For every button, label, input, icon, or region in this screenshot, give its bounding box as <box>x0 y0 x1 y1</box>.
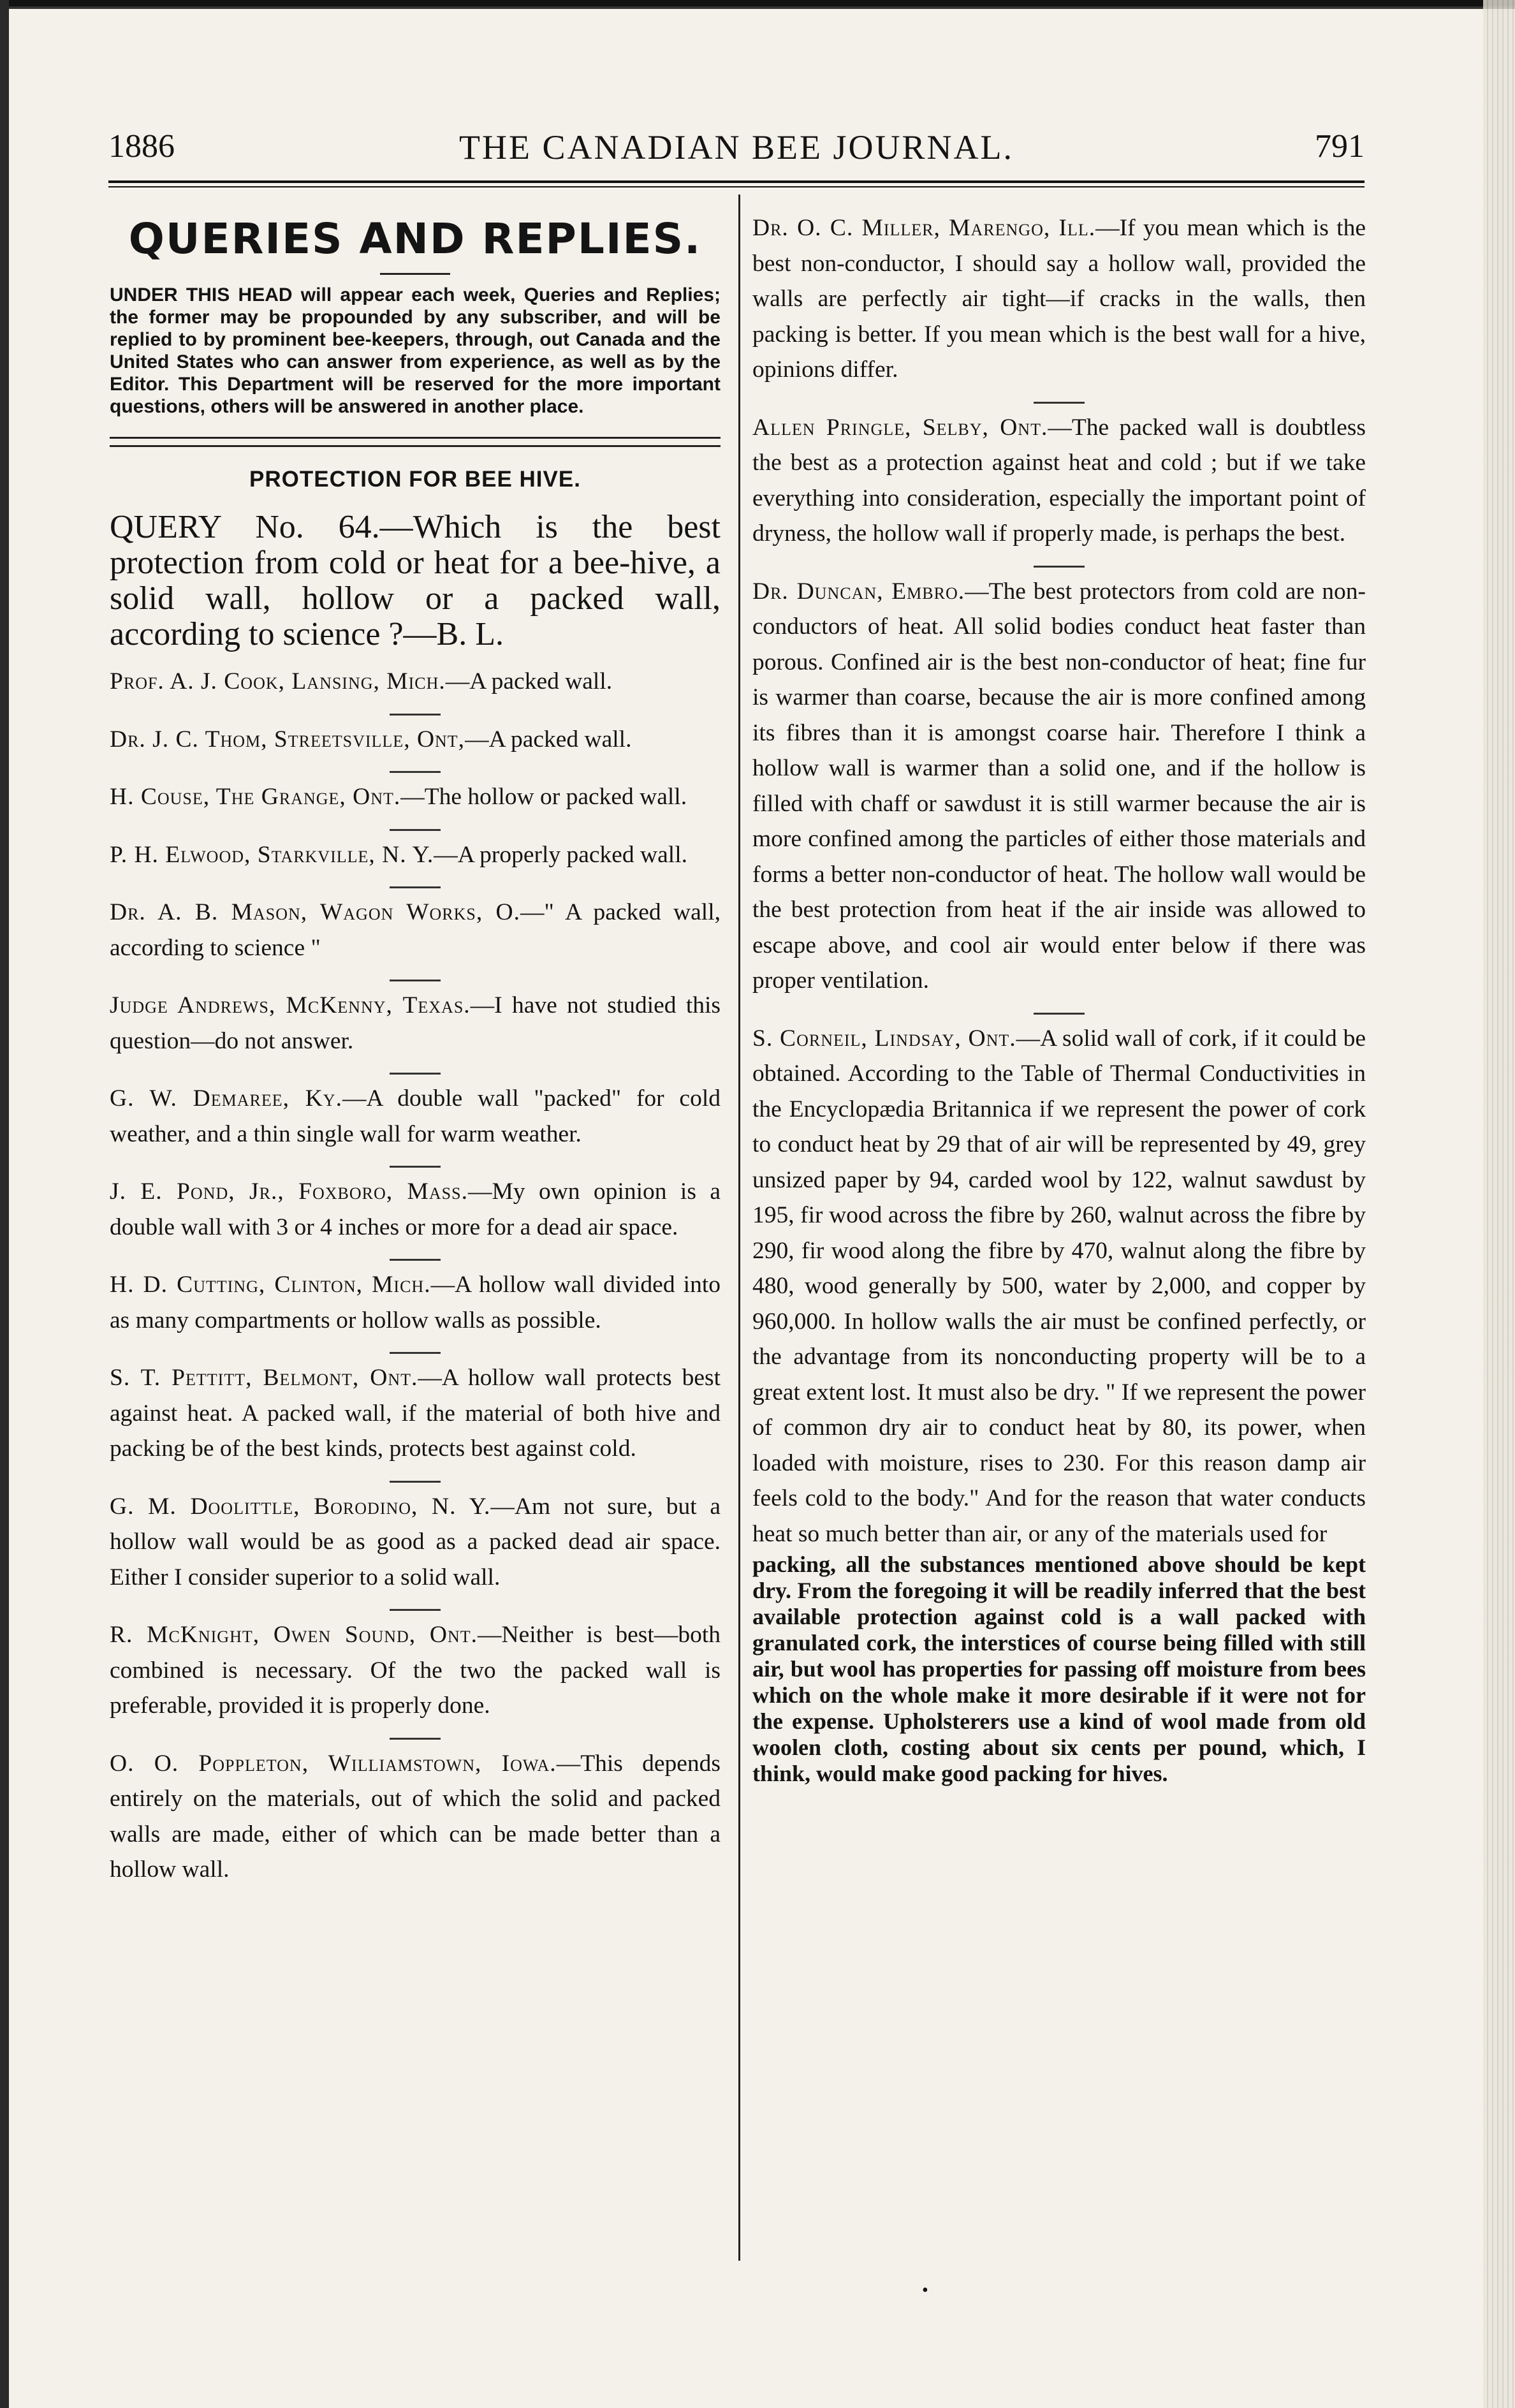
reply-text: —A double wall "packed" for cold weather, and a thin single wall for warm weather. <box>110 1085 721 1147</box>
reply-separator <box>390 1738 441 1740</box>
reply-entry <box>110 988 721 1059</box>
reply-author: H. Couse, The Grange, Ont. <box>110 784 401 810</box>
reply-entry <box>110 1360 721 1467</box>
reply-author: Dr. A. B. Mason, Wagon Works, O. <box>110 899 521 925</box>
reply-entry <box>110 1746 721 1888</box>
heading-rule <box>380 273 450 275</box>
right-column <box>752 210 1366 1801</box>
reply-author: Dr. Duncan, Embro. <box>752 578 965 605</box>
reply-author: S. T. Pettitt, Belmont, Ont. <box>110 1365 418 1391</box>
column-divider <box>738 195 740 2261</box>
reply-text: —A hollow wall protects best against heat. A packed wall, if the material of both hive and packing be of the best kinds, protects best against cold. <box>110 1365 721 1462</box>
reply-separator <box>1034 402 1085 404</box>
reply-separator <box>390 1259 441 1261</box>
reply-separator <box>390 1166 441 1168</box>
reply-author: S. Corneil, Lindsay, Ont. <box>752 1025 1016 1052</box>
reply-separator <box>1034 566 1085 568</box>
reply-separator <box>390 886 441 888</box>
reply-separator <box>390 829 441 831</box>
reply-entry <box>110 1617 721 1724</box>
reply-text: —A solid wall of cork, if it could be obtained. According to the Table of Thermal Conductivities in the Encyclopædia Britannica if we represent the power of cork to conduct heat by 29 that of air will be represented by 49, grey unsized paper by 94, carded wool by 122, walnut sawdust by 195, fir wood across the fibre by 260, walnut across the fibre by 290, fir wood along the fibre by 470, walnut along the fibre by 480, wood generally by 500, water by 2,000, and copper by 960,000. In hollow walls the air must be confined perfectly, or the advantage from its nonconducting property will be to a great extent lost. It must also be dry. " If we represent the power of common dry air to conduct heat by 80, its power, when loaded with moisture, rises to 230. For this reason damp air feels cold to the body." And for the reason that water conducts heat so much better than air, or any of the materials used for <box>752 1025 1366 1547</box>
reply-text: —The hollow or packed wall. <box>400 784 687 810</box>
reply-author: G. M. Doolittle, Borodino, N. Y. <box>110 1493 491 1520</box>
reply-entry <box>110 1267 721 1338</box>
reply-author: O. O. Poppleton, Williamstown, Iowa. <box>110 1750 557 1777</box>
reply-author: Dr. O. C. Miller, Marengo, Ill. <box>752 215 1096 241</box>
header-rule-thin <box>108 186 1365 187</box>
left-page-edge <box>0 0 9 2408</box>
reply-text: —The packed wall is doubtless the best as a protection against heat and cold ; but if we take everything into consideration, especially the important point of dryness, the hollow wall if properly made, is perhaps the best. <box>752 414 1366 547</box>
query-text: QUERY No. 64.—Which is the best protection from cold or heat for a bee-hive, a solid wall, hollow or a packed wall, according to science ?—B. L. <box>110 509 721 652</box>
right-page-edge <box>1483 0 1515 2408</box>
reply-author: H. D. Cutting, Clinton, Mich. <box>110 1272 431 1298</box>
reply-author: G. W. Demaree, Ky. <box>110 1085 342 1112</box>
article-title: PROTECTION FOR BEE HIVE. <box>249 467 581 492</box>
reply-entry <box>110 1081 721 1152</box>
reply-entry <box>110 895 721 965</box>
reply-separator <box>390 714 441 716</box>
reply-entry <box>110 837 721 873</box>
reply-author: Allen Pringle, Selby, Ont. <box>752 414 1048 441</box>
reply-author: P. H. Elwood, Starkville, N. Y. <box>110 841 434 868</box>
reply-text: —My own opinion is a double wall with 3 or 4 inches or more for a dead air space. <box>110 1178 721 1240</box>
reply-continuation: packing, all the substances mentioned above should be kept dry. From the foregoing it will be readily inferred that the best available protection against cold is a wall packed with granulated cork, the interstices of course being filled with still air, but wool has properties for passing off moisture from bees which on the whole make it more desirable if it were not for the expense. Upholsterers use a kind of wool made from old woolen cloth, costing about six cents per pound, which, I think, would make good packing for hives. <box>752 1552 1366 1786</box>
reply-entry <box>110 722 721 758</box>
reply-entry <box>752 210 1366 388</box>
reply-author: Dr. J. C. Thom, Streetsville, Ont, <box>110 726 465 752</box>
journal-title: THE CANADIAN BEE JOURNAL. <box>459 128 1014 166</box>
reply-text: —If you mean which is the best non-conductor, I should say a hollow wall, provided the walls are perfectly air tight—if cracks in the walls, then packing is better. If you mean which is the best wall for a hive, opinions differ. <box>752 215 1366 383</box>
reply-separator <box>1034 1013 1085 1015</box>
reply-entry <box>752 1021 1366 1552</box>
reply-separator <box>390 980 441 981</box>
reply-separator <box>390 1073 441 1075</box>
stray-mark: • <box>922 2280 928 2300</box>
section-rule <box>110 437 721 447</box>
reply-separator <box>390 1481 441 1483</box>
reply-text: —I have not studied this question—do not answer. <box>110 992 721 1054</box>
reply-text: —Neither is best—both combined is necessary. Of the two the packed wall is preferable, provided it is properly done. <box>110 1622 721 1719</box>
reply-author: Judge Andrews, McKenny, Texas. <box>110 992 471 1018</box>
reply-text: —Am not sure, but a hollow wall would be as good as a packed dead air space. Either I consider superior to a solid wall. <box>110 1493 721 1590</box>
reply-author: Prof. A. J. Cook, Lansing, Mich. <box>110 668 446 694</box>
reply-text: —A packed wall. <box>465 726 632 752</box>
reply-entry <box>752 574 1366 999</box>
reply-text: —A properly packed wall. <box>434 841 687 868</box>
reply-separator <box>390 771 441 773</box>
reply-text: —" A packed wall, according to science " <box>110 899 721 961</box>
reply-entry <box>110 664 721 700</box>
top-border <box>0 0 1515 17</box>
header-rule <box>108 180 1365 183</box>
reply-text: —A packed wall. <box>445 668 613 694</box>
reply-author: R. McKnight, Owen Sound, Ont. <box>110 1622 478 1648</box>
reply-text: —A hollow wall divided into as many compartments or hollow walls as possible. <box>110 1272 721 1333</box>
reply-entry <box>110 1489 721 1596</box>
header-year: 1886 <box>108 128 175 165</box>
reply-entry <box>110 1174 721 1245</box>
reply-author: J. E. Pond, Jr., Foxboro, Mass. <box>110 1178 468 1205</box>
section-heading: QUERIES AND REPLIES. <box>128 214 702 263</box>
running-header <box>108 128 1365 172</box>
intro-paragraph: UNDER THIS HEAD will appear each week, Queries and Replies; the former may be propounded by any subscriber, and will be replied to by prominent bee-keepers, through, out Canada and the United States who can answer from experience, as well as by the Editor. This Department will be reserved for the more important questions, others will be answered in another place. <box>110 284 721 417</box>
reply-text: —This depends entirely on the materials, out of which the solid and packed walls are made, either of which can be made better than a hollow wall. <box>110 1750 721 1883</box>
reply-entry <box>752 410 1366 552</box>
reply-entry <box>110 779 721 815</box>
reply-text: —The best protectors from cold are non-conductors of heat. All solid bodies conduct heat faster than porous. Confined air is the best non-conductor of heat; fine fur is warmer than coarse, because the air is more confined among its fibres than it is amongst coarse hair. Therefore I think a hollow wall is warmer than a solid one, and if the hollow is filled with chaff or sawdust it is still warmer because the air is more confined among the particles of either those materials and forms a better non-conductor of heat. The hollow wall would be the best protection from heat if the air inside was allowed to escape above, and cool air would enter below if there was proper ventilation. <box>752 578 1366 994</box>
left-column <box>110 210 721 1902</box>
reply-separator <box>390 1609 441 1611</box>
reply-separator <box>390 1352 441 1354</box>
page-number: 791 <box>1315 128 1365 165</box>
